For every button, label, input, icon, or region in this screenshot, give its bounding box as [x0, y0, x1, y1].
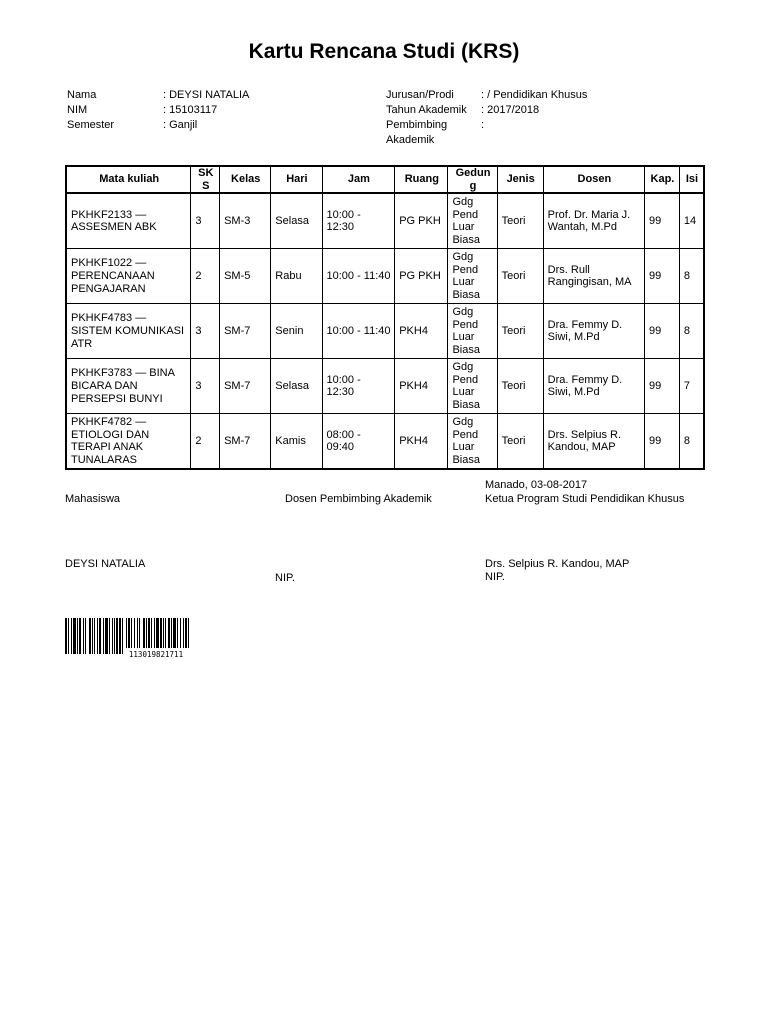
advisor-value: : — [481, 119, 485, 131]
sks-cell: 3 — [191, 193, 220, 249]
head-signature-name: Drs. Selpius R. Kandou, MAP — [485, 558, 630, 570]
room-cell: PG PKH — [395, 193, 448, 249]
sks-cell: 3 — [191, 304, 220, 359]
lecturer-cell: Prof. Dr. Maria J. Wantah, M.Pd — [543, 193, 644, 249]
prodi-label: Jurusan/Prodi — [386, 89, 454, 101]
time-cell: 10:00 - 11:40 — [322, 249, 395, 304]
course-cell: PKHKF3783 — BINA BICARA DAN PERSEPSI BUNYI — [66, 359, 191, 414]
barcode-bar — [116, 618, 118, 654]
program-info-values — [481, 88, 587, 133]
enrolled-cell: 14 — [679, 193, 704, 249]
col-header-enrolled: Isi — [679, 166, 704, 193]
student-signature-name: DEYSI NATALIA — [65, 558, 146, 570]
course-cell: PKHKF1022 — PERENCANAAN PENGAJARAN — [66, 249, 191, 304]
table-row — [66, 359, 704, 414]
barcode-bar — [122, 618, 123, 654]
barcode-bar — [119, 618, 121, 654]
day-cell: Selasa — [271, 359, 322, 414]
lecturer-cell: Drs. Selpius R. Kandou, MAP — [543, 414, 644, 470]
col-header-course: Mata kuliah — [66, 166, 191, 193]
building-cell: Gdg Pend Luar Biasa — [448, 249, 497, 304]
capacity-cell: 99 — [645, 193, 680, 249]
sks-cell: 2 — [191, 414, 220, 470]
class-cell: SM-7 — [220, 414, 271, 470]
barcode-bar — [92, 618, 93, 654]
class-cell: SM-3 — [220, 193, 271, 249]
barcode-bar — [94, 618, 95, 654]
col-header-capacity: Kap. — [645, 166, 680, 193]
place-date: Manado, 03-08-2017 — [485, 479, 588, 491]
lecturer-cell: Dra. Femmy D. Siwi, M.Pd — [543, 304, 644, 359]
sks-cell: 3 — [191, 359, 220, 414]
capacity-cell: 99 — [645, 414, 680, 470]
barcode-bar — [103, 618, 104, 654]
col-header-class: Kelas — [220, 166, 271, 193]
building-cell: Gdg Pend Luar Biasa — [448, 304, 497, 359]
day-cell: Rabu — [271, 249, 322, 304]
barcode-bar — [77, 618, 78, 654]
enrolled-cell: 8 — [679, 414, 704, 470]
barcode-bar — [112, 618, 113, 654]
barcode-bar — [79, 618, 81, 654]
table-row — [66, 414, 704, 470]
class-cell: SM-7 — [220, 359, 271, 414]
type-cell: Teori — [497, 414, 543, 470]
advisor-label-line1: Pembimbing — [386, 119, 448, 131]
student-info-values — [163, 88, 249, 133]
time-cell: 10:00 - 12:30 — [322, 193, 395, 249]
col-header-building: Gedung — [448, 166, 497, 193]
table-header-row — [66, 166, 704, 193]
capacity-cell: 99 — [645, 304, 680, 359]
barcode-image — [65, 618, 255, 660]
barcode-number: 113019821711 — [128, 650, 184, 659]
time-cell: 08:00 - 09:40 — [322, 414, 395, 470]
student-signature-label: Mahasiswa — [65, 493, 121, 505]
enrolled-cell: 7 — [679, 359, 704, 414]
time-cell: 10:00 - 12:30 — [322, 359, 395, 414]
building-cell: Gdg Pend Luar Biasa — [448, 414, 497, 470]
day-cell: Selasa — [271, 193, 322, 249]
type-cell: Teori — [497, 359, 543, 414]
course-cell: PKHKF4783 — SISTEM KOMUNIKASI ATR — [66, 304, 191, 359]
advisor-signature-label: Dosen Pembimbing Akademik — [285, 493, 432, 505]
table-row — [66, 304, 704, 359]
col-header-type: Jenis — [497, 166, 543, 193]
barcode-bar — [68, 618, 69, 654]
class-cell: SM-7 — [220, 304, 271, 359]
barcode-bar — [105, 618, 108, 654]
head-signature-label: Ketua Program Studi Pendidikan Khusus — [485, 493, 685, 505]
academic-year-label: Tahun Akademik — [386, 104, 467, 116]
student-info-labels — [67, 88, 114, 133]
semester-label: Semester — [67, 119, 115, 131]
lecturer-cell: Dra. Femmy D. Siwi, M.Pd — [543, 359, 644, 414]
barcode-bar — [73, 618, 76, 654]
name-value: : DEYSI NATALIA — [163, 89, 250, 101]
course-table — [65, 165, 705, 470]
type-cell: Teori — [497, 249, 543, 304]
capacity-cell: 99 — [645, 359, 680, 414]
col-header-lecturer: Dosen — [543, 166, 644, 193]
nim-value: : 15103117 — [163, 104, 218, 116]
col-header-room: Ruang — [395, 166, 448, 193]
advisor-nip: NIP. — [275, 572, 295, 584]
day-cell: Senin — [271, 304, 322, 359]
prodi-value: : / Pendidikan Khusus — [481, 89, 588, 101]
type-cell: Teori — [497, 193, 543, 249]
room-cell: PG PKH — [395, 249, 448, 304]
room-cell: PKH4 — [395, 414, 448, 470]
barcode-bar — [83, 618, 84, 654]
course-cell: PKHKF4782 — ETIOLOGI DAN TERAPI ANAK TUNALARAS — [66, 414, 191, 470]
building-cell: Gdg Pend Luar Biasa — [448, 359, 497, 414]
barcode-bar — [85, 618, 86, 654]
room-cell: PKH4 — [395, 304, 448, 359]
enrolled-cell: 8 — [679, 249, 704, 304]
day-cell: Kamis — [271, 414, 322, 470]
table-row — [66, 193, 704, 249]
academic-year-value: : 2017/2018 — [481, 104, 540, 116]
col-header-time: Jam — [322, 166, 395, 193]
advisor-label-line2: Akademik — [386, 134, 435, 146]
head-nip: NIP. — [485, 571, 505, 583]
room-cell: PKH4 — [395, 359, 448, 414]
col-header-day: Hari — [271, 166, 322, 193]
barcode-bar — [114, 618, 115, 654]
type-cell: Teori — [497, 304, 543, 359]
table-row — [66, 249, 704, 304]
building-cell: Gdg Pend Luar Biasa — [448, 193, 497, 249]
program-info-labels — [386, 88, 467, 148]
page-title: Kartu Rencana Studi (KRS) — [248, 40, 520, 63]
nim-label: NIM — [67, 104, 88, 116]
sks-cell: 2 — [191, 249, 220, 304]
enrolled-cell: 8 — [679, 304, 704, 359]
barcode-bar — [89, 618, 91, 654]
barcode-bar — [99, 618, 101, 654]
lecturer-cell: Drs. Rull Rangingisan, MA — [543, 249, 644, 304]
barcode-bar — [71, 618, 72, 654]
capacity-cell: 99 — [645, 249, 680, 304]
class-cell: SM-5 — [220, 249, 271, 304]
name-label: Nama — [67, 89, 97, 101]
col-header-sks: SKS — [191, 166, 220, 193]
barcode-bar — [109, 618, 110, 654]
course-cell: PKHKF2133 — ASSESMEN ABK — [66, 193, 191, 249]
barcode-bar — [97, 618, 98, 654]
semester-value: : Ganjil — [163, 119, 198, 131]
time-cell: 10:00 - 11:40 — [322, 304, 395, 359]
barcode-bar — [65, 618, 67, 654]
